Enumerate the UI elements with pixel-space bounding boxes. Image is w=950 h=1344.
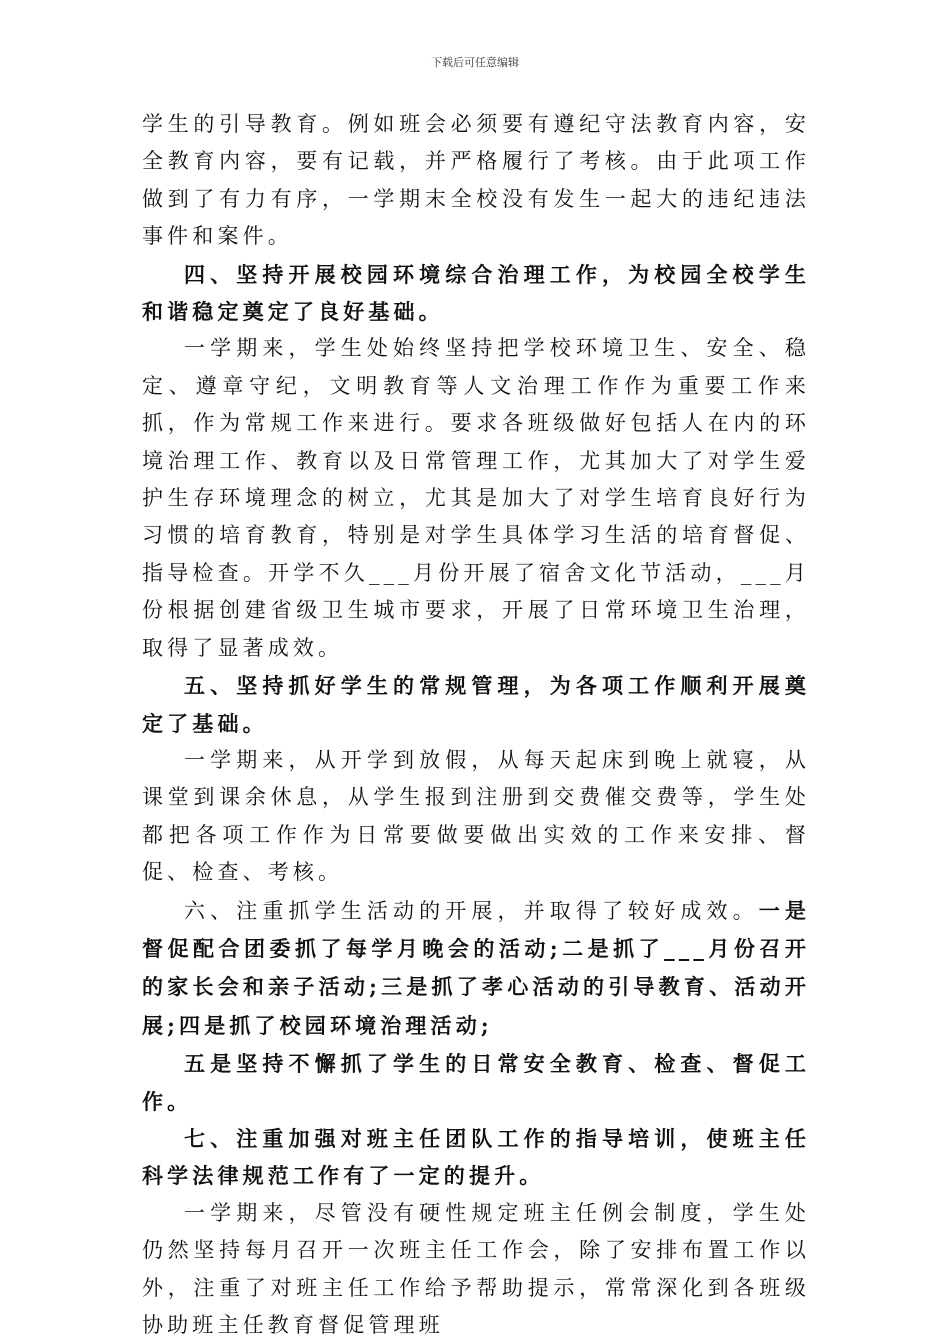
- page-header: 下载后可任意编辑: [431, 56, 519, 69]
- paragraph-head-teacher-training: 一学期来，尽管没有硬性规定班主任例会制度，学生处仍然坚持每月召开一次班主任工作会，除了安排布置工作以外，注重了对班主任工作给予帮助提示，常常深化到各班级协助班主任教育督促管理班: [142, 1200, 810, 1337]
- heading-section-seven: 七、注重加强对班主任团队工作的指导培训，使班主任科学法律规范工作有了一定的提升。: [142, 1125, 810, 1189]
- paragraph-section-six: [142, 892, 810, 1046]
- section-six-heading: 六、注重抓学生活动的开展，并取得了较好成效。: [184, 898, 759, 923]
- section-six-activities: 一是督促配合团委抓了每学月晚会的活动;二是抓了___月份召开的家长会和亲子活动;三是抓了孝心活动的引导教育、活动开展;四是抓了校园环境治理活动;: [142, 897, 810, 1038]
- heading-section-four: 四、坚持开展校园环境综合治理工作，为校园全校学生和谐稳定奠定了良好基础。: [142, 261, 810, 325]
- paragraph-safety-education: 五是坚持不懈抓了学生的日常安全教育、检查、督促工作。: [142, 1051, 810, 1114]
- document-body: [142, 106, 810, 1344]
- heading-section-five: 五、坚持抓好学生的常规管理，为各项工作顺利开展奠定了基础。: [142, 673, 810, 736]
- paragraph-student-guidance: 学生的引导教育。例如班会必须要有遵纪守法教育内容，安全教育内容，要有记载，并严格履行了考核。由于此项工作做到了有力有序，一学期末全校没有发生一起大的违纪违法事件和案件。: [142, 112, 810, 249]
- paragraph-environment-governance: 一学期来，学生处始终坚持把学校环境卫生、安全、稳定、遵章守纪，文明教育等人文治理工作作为重要工作来抓，作为常规工作来进行。要求各班级做好包括人在内的环境治理工作、教育以及日常管理工作，尤其加大了对学生爱护生存环境理念的树立，尤其是加大了对学生培育良好行为习惯的培育教育，特别是对学生具体学习生活的培育督促、指导检查。开学不久___月份开展了宿舍文化节活动，___月份根据创建省级卫生城市要求，开展了日常环境卫生治理，取得了显著成效。: [142, 336, 810, 660]
- paragraph-routine-management: 一学期来，从开学到放假，从每天起床到晚上就寝，从课堂到课余休息，从学生报到注册到交费催交费等，学生处都把各项工作作为日常要做要做出实效的工作来安排、督促、检查、考核。: [142, 747, 810, 885]
